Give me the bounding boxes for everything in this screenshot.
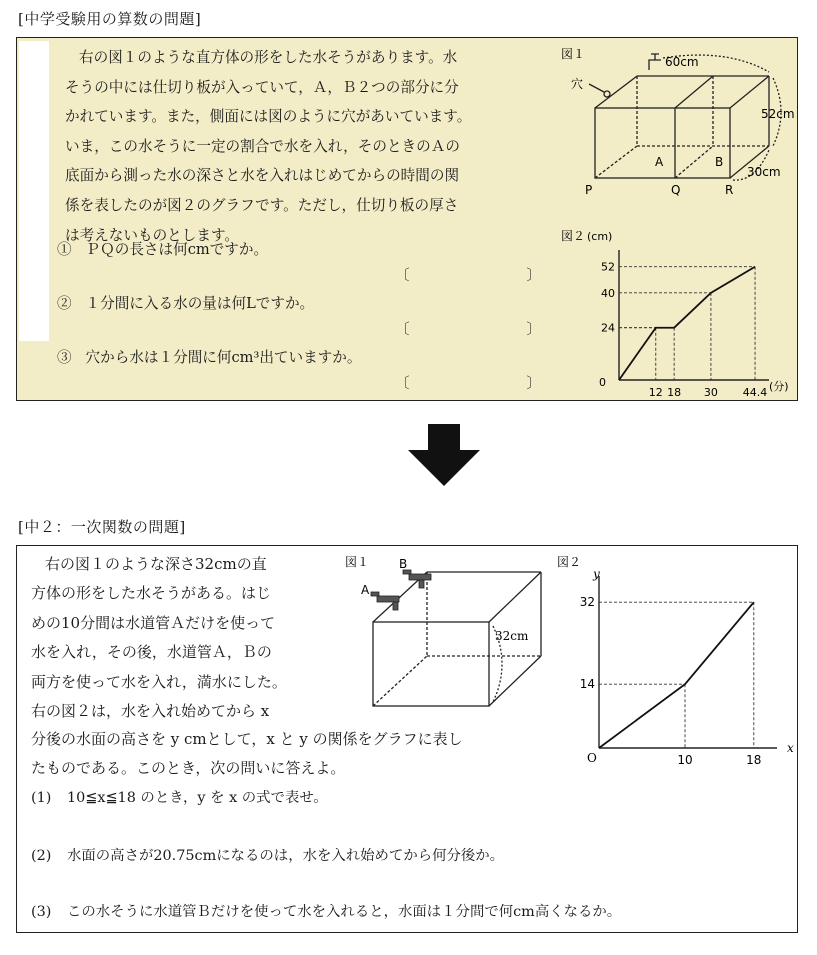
intro-line: 右の図１のような直方体の形をした水そうがあります。水 [79, 49, 458, 66]
part-b-label: B [715, 155, 724, 169]
y-unit-label: (cm) [587, 230, 613, 243]
y-tick-label: 40 [601, 286, 615, 300]
top-intro [65, 43, 555, 250]
hole-label: 穴 [571, 77, 584, 91]
figure-title: 図２ [557, 555, 582, 569]
question-number: (3) [31, 904, 52, 920]
intro-line: 水を入れ，その後，水道管Ａ，Ｂの [31, 643, 272, 662]
height-label: 52cm [761, 107, 795, 121]
bottom-heading: [中２：一次関数の問題] [18, 518, 186, 536]
origin-label: O [587, 751, 597, 765]
series-line [619, 267, 755, 380]
x-tick-label: 12 [648, 386, 663, 399]
pipe-a-label: A [361, 583, 370, 597]
depth-label: 30cm [747, 165, 781, 179]
point-r-label: R [725, 183, 734, 197]
origin-label: 0 [599, 376, 606, 389]
question-number: ③ [57, 349, 72, 366]
intro-line: は考えないものとします。 [65, 226, 239, 244]
answer-bracket: 〔 〕 [395, 267, 541, 284]
bottom-figure-1 [339, 550, 549, 720]
y-tick-label: 14 [579, 677, 595, 692]
scan-patch [19, 41, 49, 341]
top-heading: [中学受験用の算数の問題] [18, 10, 202, 28]
bottom-intro [31, 550, 331, 726]
point-p-label: P [585, 183, 593, 197]
question-text: １分間に入る水の量は何Lですか。 [85, 295, 315, 312]
intro-line: 分後の水面の高さを y cmとして，x と y の関係をグラフに表し [31, 730, 463, 748]
question-2 [57, 292, 314, 313]
intro-line: めの10分間は水道管Ａだけを使って [31, 613, 276, 632]
top-figure-2-chart [537, 224, 795, 399]
intro-line: たものである。このとき，次の問いに答えよ。 [31, 759, 346, 778]
question-3 [31, 900, 621, 921]
question-number: ① [57, 241, 72, 258]
question-1 [31, 786, 328, 807]
question-number: (2) [31, 848, 52, 864]
intro-line: 両方を使って水を入れ，満水にした。 [31, 672, 287, 691]
question-2 [31, 844, 504, 865]
intro-line: 右の図２は，水を入れ始めてから x [31, 702, 270, 721]
x-tick-label: 18 [746, 753, 762, 767]
top-problem-box [16, 37, 798, 401]
x-axis-label: x [787, 741, 794, 755]
intro-line: 係を表したのが図２のグラフです。ただし，仕切り板の厚さ [65, 196, 459, 214]
figure-title: 図１ [345, 555, 370, 569]
top-figure-1 [537, 42, 795, 212]
part-a-label: A [655, 155, 664, 169]
length-label: 60cm [665, 55, 699, 69]
y-axis-label: y [593, 567, 600, 581]
x-tick-label: 10 [677, 753, 693, 767]
pipe-b-label: B [399, 557, 408, 571]
answer-bracket: 〔 〕 [395, 375, 541, 392]
question-1 [57, 238, 268, 259]
x-unit-label: (分) [769, 380, 789, 393]
y-tick-label: 24 [601, 321, 615, 335]
question-text: 穴から水は１分間に何cm³出ていますか。 [85, 349, 362, 366]
intro-line: 右の図１のような深さ32cmの直 [45, 555, 267, 573]
depth-label: 32cm [495, 629, 529, 643]
figure-title: 図１ [561, 47, 586, 61]
intro-line: いま，この水そうに一定の割合で水を入れ，そのときのＡの [65, 137, 460, 155]
x-tick-label: 44.4 [742, 386, 768, 399]
x-tick-label: 30 [703, 386, 718, 399]
question-3 [57, 346, 362, 367]
y-tick-label: 32 [579, 595, 595, 610]
question-text: この水そうに水道管Ｂだけを使って水を入れると，水面は１分間で何cm高くなるか。 [67, 904, 622, 920]
question-number: ② [57, 295, 72, 312]
x-tick-label: 18 [667, 386, 682, 399]
bottom-problem-box [16, 545, 798, 933]
intro-line: 方体の形をした水そうがある。はじ [31, 584, 272, 603]
down-arrow-icon [408, 424, 480, 486]
series-line [599, 602, 754, 748]
question-number: (1) [31, 790, 52, 806]
bottom-figure-2-chart [553, 550, 794, 767]
question-text: 10≦x≦18 のとき，y を x の式で表せ。 [67, 790, 328, 806]
question-text: ＰＱの長さは何cmですか。 [85, 241, 269, 258]
answer-bracket: 〔 〕 [395, 321, 541, 338]
point-q-label: Q [671, 183, 681, 197]
y-tick-label: 52 [601, 260, 615, 274]
bottom-intro-wide [31, 725, 551, 784]
figure-title: 図２ [561, 229, 586, 243]
intro-line: そうの中には仕切り板が入っていて，Ａ，Ｂ２つの部分に分 [65, 78, 459, 96]
intro-line: かれています。また，側面には図のように穴があいています。 [65, 108, 472, 126]
intro-line: 底面から測った水の深さと水を入れはじめてからの時間の関 [65, 167, 460, 185]
question-text: 水面の高さが20.75cmになるのは，水を入れ始めてから何分後か。 [67, 848, 505, 864]
